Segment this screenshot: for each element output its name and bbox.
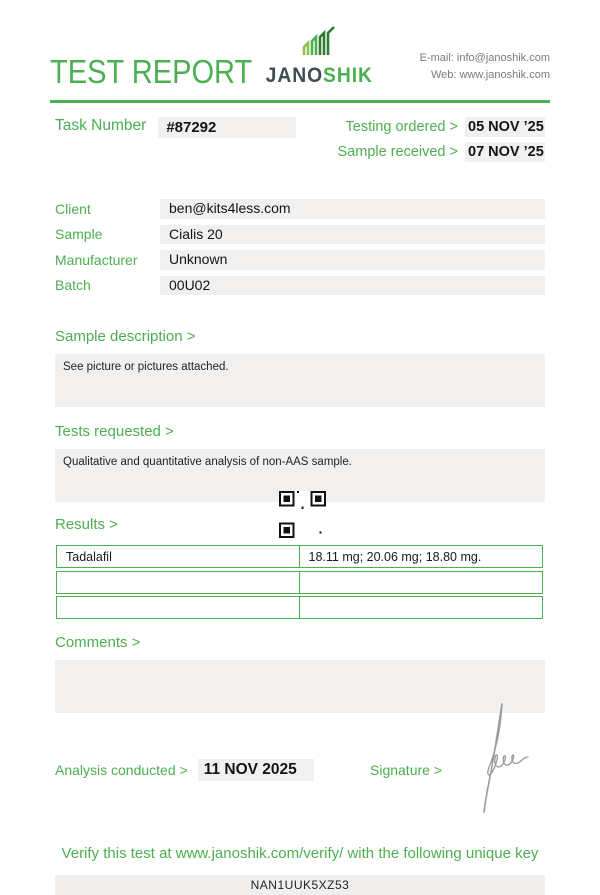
- substance-cell: [57, 572, 300, 593]
- results-table: [56, 545, 543, 619]
- manufacturer-value: Unknown: [160, 250, 545, 270]
- logo-wordmark: JANOSHIK: [266, 64, 374, 87]
- header-divider: [50, 100, 550, 103]
- dates-group: [338, 117, 546, 162]
- sample-label: Sample: [55, 226, 103, 243]
- qr-code: [279, 491, 326, 538]
- page-title: TEST REPORT: [50, 53, 253, 90]
- contact-info: [420, 50, 550, 90]
- signature-scribble: [458, 700, 548, 818]
- sample-description-heading: Sample description >: [55, 328, 196, 345]
- results-row-2: [56, 571, 543, 594]
- tests-requested-heading: Tests requested >: [55, 423, 174, 440]
- web-line: [420, 67, 550, 84]
- manufacturer-label: Manufacturer: [55, 251, 138, 268]
- task-section: [55, 117, 545, 162]
- unique-key: NAN1UUK5XZ53: [55, 875, 545, 895]
- email-label: E-mail:: [419, 51, 454, 64]
- task-number-group: [55, 117, 296, 162]
- sample-received-date: 07 NOV ’25: [465, 142, 545, 162]
- info-row-client: [55, 199, 545, 219]
- growth-chart-icon: [298, 25, 342, 64]
- results-heading: Results >: [55, 516, 118, 533]
- testing-ordered-label: Testing ordered >: [345, 119, 458, 135]
- comments-heading: Comments >: [55, 634, 141, 651]
- result-cell: 18.11 mg; 20.06 mg; 18.80 mg.: [308, 550, 482, 564]
- web-label: Web:: [430, 68, 457, 81]
- task-number-label: Task Number: [55, 117, 147, 134]
- batch-label: Batch: [55, 277, 91, 294]
- analysis-conducted-label: Analysis conducted >: [55, 762, 188, 778]
- email-line: [420, 50, 550, 67]
- client-label: Client: [55, 200, 91, 217]
- tests-requested-box: Qualitative and quantitative analysis of non-AAS sample.: [55, 449, 545, 502]
- result-cell: [300, 572, 543, 593]
- sample-received-label: Sample received >: [337, 144, 458, 160]
- sample-value: Cialis 20: [160, 225, 545, 245]
- substance-cell: [57, 597, 300, 618]
- batch-value: 00U02: [160, 276, 545, 296]
- result-cell: [300, 597, 543, 618]
- report-header: [50, 0, 550, 90]
- testing-ordered-date: 05 NOV ’25: [465, 117, 545, 137]
- verify-instruction: Verify this test at www.janoshik.com/verify/ with the following unique key: [61, 845, 539, 862]
- email-value: info@janoshik.com: [456, 51, 550, 64]
- sample-received-row: [338, 142, 546, 162]
- client-value: ben@kits4less.com: [160, 199, 545, 219]
- results-row-1: [56, 545, 543, 568]
- sample-info-section: [55, 199, 545, 295]
- web-value: www.janoshik.com: [459, 68, 550, 81]
- signature-label: Signature >: [370, 762, 442, 778]
- info-row-manufacturer: [55, 250, 545, 270]
- sample-description-box: See picture or pictures attached.: [55, 354, 545, 407]
- info-row-batch: [55, 276, 545, 296]
- info-row-sample: [55, 225, 545, 245]
- substance-cell: Tadalafil: [57, 546, 300, 567]
- task-number-value: #87292: [158, 117, 296, 138]
- janoshik-logo: [261, 25, 378, 90]
- testing-ordered-row: [338, 117, 546, 137]
- results-row-3: [56, 596, 543, 619]
- analysis-conducted-date: 11 NOV 2025: [198, 759, 314, 781]
